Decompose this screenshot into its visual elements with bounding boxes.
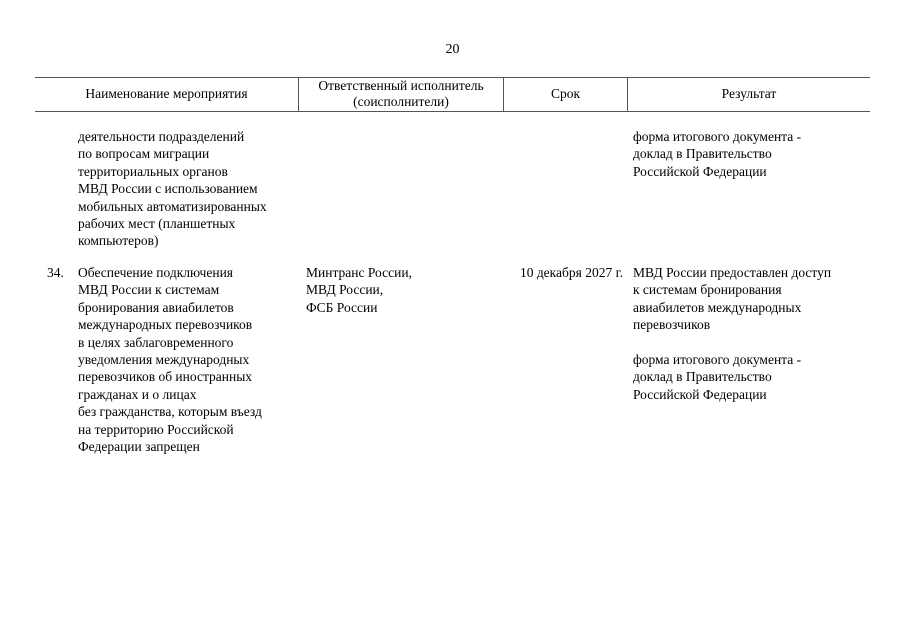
table-header-bottom-border — [35, 111, 870, 112]
header-responsible-label: Ответственный исполнитель (соисполнители) — [318, 78, 484, 109]
page-number: 20 — [445, 42, 460, 57]
row-result-form: форма итогового документа - доклад в Правительство Российской Федерации — [633, 352, 802, 402]
header-responsible — [299, 77, 503, 111]
row-deadline: 10 декабря 2027 г. — [519, 265, 623, 280]
header-deadline-label: Срок — [550, 86, 581, 101]
row-result: МВД России предоставлен доступ к системам бронирования авиабилетов международных перевозчиков — [633, 265, 832, 333]
continuation-activity: деятельности подразделений по вопросам миграции территориальных органов МВД России с использованием мобильных автоматизированных рабочих мест (планшетных компьютеров) — [78, 129, 267, 249]
row-number: 34. — [47, 265, 64, 280]
header-result-label: Результат — [721, 86, 777, 101]
header-result — [628, 77, 870, 111]
header-deadline — [504, 77, 627, 111]
continuation-result: форма итогового документа - доклад в Правительство Российской Федерации — [633, 129, 802, 179]
header-activity-label: Наименование мероприятия — [85, 86, 248, 101]
row-activity: Обеспечение подключения МВД России к системам бронирования авиабилетов международных перевозчиков в целях заблаговременного уведомления международных перевозчиков об иностранных гражданах и о лицах без гражданства, которым въезд на территорию Российской Федерации запрещен — [78, 265, 262, 455]
row-responsible: Минтранс России, МВД России, ФСБ России — [306, 265, 412, 315]
header-activity — [35, 77, 298, 111]
